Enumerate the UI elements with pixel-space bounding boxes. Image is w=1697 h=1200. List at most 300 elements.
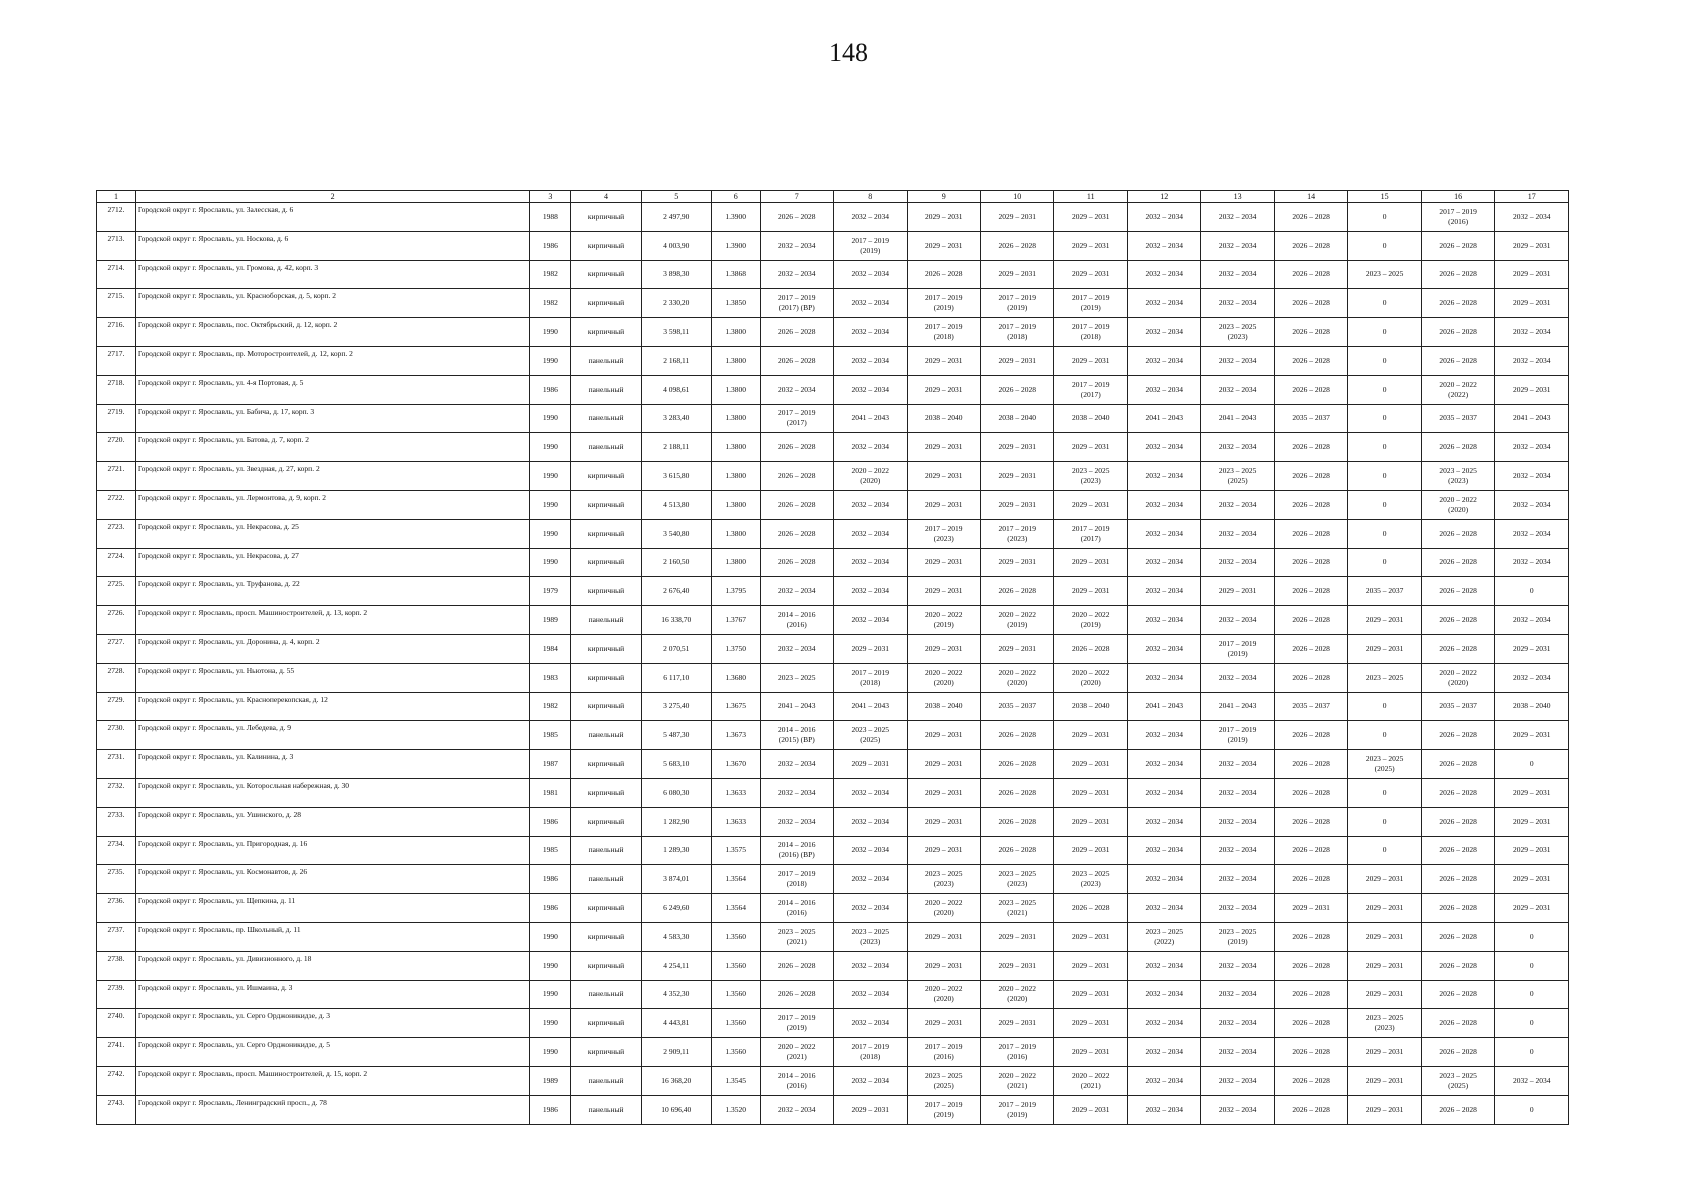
table-cell: кирпичный <box>571 318 641 347</box>
table-cell: 1.3670 <box>711 750 760 779</box>
table-cell: 2032 – 2034 <box>834 490 907 519</box>
table-cell: 2032 – 2034 <box>834 577 907 606</box>
table-cell: 2029 – 2031 <box>1054 807 1127 836</box>
table-row <box>97 836 1569 865</box>
table-cell: кирпичный <box>571 951 641 980</box>
table-cell: 2029 – 2031 <box>980 548 1053 577</box>
table-cell: 2020 – 2022 (2020) <box>1421 490 1494 519</box>
table-cell: 2029 – 2031 <box>1201 577 1274 606</box>
table-cell: панельный <box>571 865 641 894</box>
table-cell: 2029 – 2031 <box>1054 951 1127 980</box>
table-cell: 2032 – 2034 <box>1495 606 1569 635</box>
table-cell: 2026 – 2028 <box>1421 346 1494 375</box>
table-cell: 2017 – 2019 (2017) <box>1054 519 1127 548</box>
table-cell: 2017 – 2019 (2018) <box>834 1038 907 1067</box>
table-cell: 2029 – 2031 <box>907 548 980 577</box>
table-cell: 2029 – 2031 <box>907 750 980 779</box>
table-cell: 2712. <box>97 203 136 232</box>
table-cell: Городской округ г. Ярославль, ул. Громова, д. 42, корп. 3 <box>135 260 529 289</box>
table-cell: 2023 – 2025 (2023) <box>834 922 907 951</box>
table-cell: 2722. <box>97 490 136 519</box>
table-cell: 2029 – 2031 <box>907 433 980 462</box>
table-cell: 2026 – 2028 <box>1274 462 1347 491</box>
table-cell: 6 249,60 <box>641 894 711 923</box>
table-cell: 2032 – 2034 <box>1495 548 1569 577</box>
table-cell: 1.3800 <box>711 519 760 548</box>
table-cell: 2023 – 2025 (2023) <box>1421 462 1494 491</box>
table-cell: 2032 – 2034 <box>760 375 833 404</box>
table-cell: 2032 – 2034 <box>1127 865 1200 894</box>
table-cell: 2032 – 2034 <box>1127 778 1200 807</box>
table-cell: 1.3575 <box>711 836 760 865</box>
table-cell: 2017 – 2019 (2019) <box>1201 634 1274 663</box>
table-cell: 2032 – 2034 <box>1127 203 1200 232</box>
table-cell: 2026 – 2028 <box>1274 260 1347 289</box>
table-cell: 1.3800 <box>711 318 760 347</box>
table-cell: Городской округ г. Ярославль, пос. Октябрьский, д. 12, корп. 2 <box>135 318 529 347</box>
table-cell: 2035 – 2037 <box>1274 404 1347 433</box>
table-cell: 2742. <box>97 1066 136 1095</box>
table-cell: 2026 – 2028 <box>760 462 833 491</box>
table-cell: 2029 – 2031 <box>1348 951 1421 980</box>
table-cell: 2727. <box>97 634 136 663</box>
table-cell: 0 <box>1348 462 1421 491</box>
column-header-5: 5 <box>641 191 711 203</box>
table-cell: 2026 – 2028 <box>760 318 833 347</box>
table-cell: 1990 <box>530 519 571 548</box>
table-row <box>97 807 1569 836</box>
table-cell: 0 <box>1348 778 1421 807</box>
table-cell: 2026 – 2028 <box>1421 260 1494 289</box>
table-cell: 2029 – 2031 <box>1495 721 1569 750</box>
table-cell: 3 615,80 <box>641 462 711 491</box>
table-row <box>97 404 1569 433</box>
table-cell: 2026 – 2028 <box>1421 1038 1494 1067</box>
table-cell: 2032 – 2034 <box>1127 577 1200 606</box>
table-cell: 1.3767 <box>711 606 760 635</box>
table-cell: 2026 – 2028 <box>1054 894 1127 923</box>
table-cell: 0 <box>1348 836 1421 865</box>
table-cell: 2029 – 2031 <box>1054 346 1127 375</box>
table-cell: 2026 – 2028 <box>1274 922 1347 951</box>
table-cell: 2026 – 2028 <box>760 951 833 980</box>
column-header-7: 7 <box>760 191 833 203</box>
table-cell: 2729. <box>97 692 136 721</box>
table-cell: 2032 – 2034 <box>1495 346 1569 375</box>
table-cell: 2032 – 2034 <box>834 289 907 318</box>
table-cell: 2029 – 2031 <box>980 346 1053 375</box>
table-cell: 2737. <box>97 922 136 951</box>
table-cell: 2029 – 2031 <box>1054 203 1127 232</box>
table-cell: 2032 – 2034 <box>1495 318 1569 347</box>
table-cell: Городской округ г. Ярославль, ул. Ушинского, д. 28 <box>135 807 529 836</box>
table-cell: 2029 – 2031 <box>1054 231 1127 260</box>
table-cell: Городской округ г. Ярославль, ул. Ньютона, д. 55 <box>135 663 529 692</box>
table-cell: 2026 – 2028 <box>1274 663 1347 692</box>
table-cell: 2032 – 2034 <box>1201 433 1274 462</box>
table-cell: 2041 – 2043 <box>834 404 907 433</box>
table-cell: 2026 – 2028 <box>1421 231 1494 260</box>
table-cell: 2029 – 2031 <box>907 203 980 232</box>
table-cell: 2026 – 2028 <box>1274 634 1347 663</box>
table-cell: 2026 – 2028 <box>1421 836 1494 865</box>
table-cell: 2026 – 2028 <box>980 577 1053 606</box>
table-cell: 2026 – 2028 <box>907 260 980 289</box>
table-cell: 2032 – 2034 <box>1127 318 1200 347</box>
table-cell: 2017 – 2019 (2016) <box>907 1038 980 1067</box>
table-cell: 2029 – 2031 <box>1054 836 1127 865</box>
table-cell: 2017 – 2019 (2019) <box>980 1095 1053 1124</box>
table-cell: Городской округ г. Ярославль, пр. Моторостроителей, д. 12, корп. 2 <box>135 346 529 375</box>
table-cell: 0 <box>1495 951 1569 980</box>
table-cell: кирпичный <box>571 548 641 577</box>
table-cell: 2032 – 2034 <box>834 375 907 404</box>
table-cell: 2026 – 2028 <box>1421 1009 1494 1038</box>
table-cell: 2026 – 2028 <box>1421 634 1494 663</box>
table-cell: 2023 – 2025 (2025) <box>1421 1066 1494 1095</box>
table-cell: 2731. <box>97 750 136 779</box>
table-cell: Городской округ г. Ярославль, пр. Школьный, д. 11 <box>135 922 529 951</box>
table-cell: 2026 – 2028 <box>1274 865 1347 894</box>
table-cell: 2735. <box>97 865 136 894</box>
column-header-16: 16 <box>1421 191 1494 203</box>
table-cell: 1.3675 <box>711 692 760 721</box>
table-cell: 2029 – 2031 <box>907 231 980 260</box>
table-cell: 2026 – 2028 <box>1421 606 1494 635</box>
table-cell: 2029 – 2031 <box>1348 606 1421 635</box>
table-cell: 1985 <box>530 836 571 865</box>
table-cell: 4 254,11 <box>641 951 711 980</box>
table-cell: 1990 <box>530 1038 571 1067</box>
table-cell: 2017 – 2019 (2017) <box>760 404 833 433</box>
table-cell: 1981 <box>530 778 571 807</box>
table-cell: 2026 – 2028 <box>1274 836 1347 865</box>
table-row <box>97 922 1569 951</box>
table-row <box>97 894 1569 923</box>
table-cell: 2741. <box>97 1038 136 1067</box>
table-cell: 2026 – 2028 <box>1274 375 1347 404</box>
table-cell: 2032 – 2034 <box>1201 951 1274 980</box>
table-cell: 2029 – 2031 <box>834 634 907 663</box>
table-cell: 2736. <box>97 894 136 923</box>
table-cell: 2017 – 2019 (2019) <box>1054 289 1127 318</box>
table-row <box>97 778 1569 807</box>
table-cell: 0 <box>1348 490 1421 519</box>
table-cell: 2017 – 2019 (2019) <box>834 231 907 260</box>
table-cell: Городской округ г. Ярославль, ул. Доронина, д. 4, корп. 2 <box>135 634 529 663</box>
table-cell: 2032 – 2034 <box>1127 1095 1200 1124</box>
table-cell: 2038 – 2040 <box>1054 404 1127 433</box>
table-cell: 2038 – 2040 <box>980 404 1053 433</box>
table-cell: 1986 <box>530 894 571 923</box>
table-cell: 2026 – 2028 <box>1421 951 1494 980</box>
table-cell: 2032 – 2034 <box>1495 519 1569 548</box>
table-cell: 2026 – 2028 <box>760 519 833 548</box>
table-header <box>97 191 1569 203</box>
table-cell: 2032 – 2034 <box>1127 462 1200 491</box>
table-row <box>97 375 1569 404</box>
table-cell: 2026 – 2028 <box>760 433 833 462</box>
table-cell: 2728. <box>97 663 136 692</box>
table-cell: 1.3868 <box>711 260 760 289</box>
table-cell: 2032 – 2034 <box>1127 663 1200 692</box>
table-row <box>97 1038 1569 1067</box>
table-cell: 2716. <box>97 318 136 347</box>
table-cell: 1.3800 <box>711 490 760 519</box>
column-header-4: 4 <box>571 191 641 203</box>
table-cell: 2032 – 2034 <box>1127 375 1200 404</box>
table-cell: 2029 – 2031 <box>980 634 1053 663</box>
table-cell: 3 540,80 <box>641 519 711 548</box>
table-cell: 2020 – 2022 (2020) <box>980 980 1053 1009</box>
table-cell: 2032 – 2034 <box>1201 1095 1274 1124</box>
table-cell: 2733. <box>97 807 136 836</box>
table-cell: 2023 – 2025 (2021) <box>980 894 1053 923</box>
table-cell: 1990 <box>530 980 571 1009</box>
header-row <box>97 191 1569 203</box>
table-cell: 0 <box>1495 1009 1569 1038</box>
table-cell: кирпичный <box>571 490 641 519</box>
table-cell: 2032 – 2034 <box>1127 1066 1200 1095</box>
table-row <box>97 1009 1569 1038</box>
table-cell: 1.3800 <box>711 375 760 404</box>
column-header-10: 10 <box>980 191 1053 203</box>
table-cell: 1.3545 <box>711 1066 760 1095</box>
table-cell: 0 <box>1348 807 1421 836</box>
table-cell: 2029 – 2031 <box>834 1095 907 1124</box>
column-header-11: 11 <box>1054 191 1127 203</box>
table-cell: панельный <box>571 375 641 404</box>
table-cell: 2032 – 2034 <box>760 750 833 779</box>
table-cell: 2026 – 2028 <box>1274 577 1347 606</box>
table-cell: 2029 – 2031 <box>980 1009 1053 1038</box>
table-cell: 2026 – 2028 <box>1274 548 1347 577</box>
table-cell: 2032 – 2034 <box>834 894 907 923</box>
table-cell: Городской округ г. Ярославль, ул. Дивизионного, д. 18 <box>135 951 529 980</box>
table-cell: 2026 – 2028 <box>760 346 833 375</box>
table-row <box>97 865 1569 894</box>
table-cell: 0 <box>1348 721 1421 750</box>
table-cell: 2029 – 2031 <box>1348 1066 1421 1095</box>
table-cell: 2026 – 2028 <box>1274 1066 1347 1095</box>
table-cell: 2026 – 2028 <box>1274 778 1347 807</box>
table-row <box>97 433 1569 462</box>
table-cell: 2714. <box>97 260 136 289</box>
table-cell: 1986 <box>530 1095 571 1124</box>
table-cell: Городской округ г. Ярославль, ул. Калинина, д. 3 <box>135 750 529 779</box>
table-cell: 2023 – 2025 (2025) <box>1201 462 1274 491</box>
table-cell: 1.3800 <box>711 462 760 491</box>
table-cell: 3 283,40 <box>641 404 711 433</box>
table-cell: 2032 – 2034 <box>1127 951 1200 980</box>
table-cell: 2026 – 2028 <box>1421 894 1494 923</box>
table-cell: 0 <box>1495 922 1569 951</box>
table-cell: 2020 – 2022 (2021) <box>760 1038 833 1067</box>
table-cell: 2739. <box>97 980 136 1009</box>
table-cell: 2032 – 2034 <box>760 231 833 260</box>
table-cell: 2017 – 2019 (2018) <box>834 663 907 692</box>
table-cell: 2035 – 2037 <box>1274 692 1347 721</box>
table-cell: 2026 – 2028 <box>1421 577 1494 606</box>
table-cell: 1990 <box>530 951 571 980</box>
table-cell: 2029 – 2031 <box>907 721 980 750</box>
table-cell: 2014 – 2016 (2016) (ВР) <box>760 836 833 865</box>
table-cell: 2032 – 2034 <box>1127 433 1200 462</box>
table-cell: 1990 <box>530 548 571 577</box>
table-cell: 2023 – 2025 (2023) <box>1054 865 1127 894</box>
table-cell: 2032 – 2034 <box>1201 836 1274 865</box>
table-cell: 2017 – 2019 (2016) <box>1421 203 1494 232</box>
table-cell: 2029 – 2031 <box>907 634 980 663</box>
table-cell: 2029 – 2031 <box>1054 980 1127 1009</box>
table-cell: 1.3564 <box>711 894 760 923</box>
table-cell: Городской округ г. Ярославль, ул. Красноборская, д. 5, корп. 2 <box>135 289 529 318</box>
table-cell: панельный <box>571 721 641 750</box>
table-cell: 2 497,90 <box>641 203 711 232</box>
table-cell: 2032 – 2034 <box>1201 203 1274 232</box>
table-cell: 3 598,11 <box>641 318 711 347</box>
table-cell: 2032 – 2034 <box>1201 346 1274 375</box>
table-cell: панельный <box>571 404 641 433</box>
table-cell: 2026 – 2028 <box>760 980 833 1009</box>
table-cell: 2029 – 2031 <box>980 490 1053 519</box>
table-cell: 2032 – 2034 <box>1127 548 1200 577</box>
table-cell: 2023 – 2025 (2023) <box>980 865 1053 894</box>
table-row <box>97 260 1569 289</box>
table-cell: 2017 – 2019 (2023) <box>907 519 980 548</box>
table-cell: 2730. <box>97 721 136 750</box>
table-cell: Городской округ г. Ярославль, ул. Залесская, д. 6 <box>135 203 529 232</box>
table-body <box>97 203 1569 1125</box>
table-cell: 1990 <box>530 433 571 462</box>
table-cell: 2032 – 2034 <box>1201 663 1274 692</box>
table-cell: 2 676,40 <box>641 577 711 606</box>
table-cell: 2032 – 2034 <box>834 203 907 232</box>
table-cell: 2023 – 2025 (2022) <box>1127 922 1200 951</box>
table-cell: 2029 – 2031 <box>1054 260 1127 289</box>
table-cell: 2029 – 2031 <box>980 951 1053 980</box>
table-cell: 2725. <box>97 577 136 606</box>
table-row <box>97 203 1569 232</box>
table-cell: 0 <box>1495 1038 1569 1067</box>
table-cell: 6 080,30 <box>641 778 711 807</box>
table-cell: 2029 – 2031 <box>980 260 1053 289</box>
table-row <box>97 721 1569 750</box>
table-cell: 2023 – 2025 (2023) <box>907 865 980 894</box>
repair-schedule-table <box>96 190 1569 1125</box>
table-cell: 2032 – 2034 <box>1495 1066 1569 1095</box>
table-cell: 1990 <box>530 404 571 433</box>
table-cell: 1.3520 <box>711 1095 760 1124</box>
table-cell: 2 168,11 <box>641 346 711 375</box>
table-row <box>97 289 1569 318</box>
table-cell: 2032 – 2034 <box>760 260 833 289</box>
table-cell: 2026 – 2028 <box>1421 1095 1494 1124</box>
table-cell: 2026 – 2028 <box>980 778 1053 807</box>
table-cell: 2029 – 2031 <box>1054 1095 1127 1124</box>
table-cell: 2014 – 2016 (2016) <box>760 894 833 923</box>
table-cell: Городской округ г. Ярославль, ул. Щепкина, д. 11 <box>135 894 529 923</box>
table-cell: 2026 – 2028 <box>980 807 1053 836</box>
table-cell: 2026 – 2028 <box>1274 289 1347 318</box>
table-cell: 2032 – 2034 <box>834 548 907 577</box>
table-cell: Городской округ г. Ярославль, просп. Машиностроителей, д. 15, корп. 2 <box>135 1066 529 1095</box>
table-cell: 2026 – 2028 <box>1274 721 1347 750</box>
table-cell: 2026 – 2028 <box>1274 231 1347 260</box>
table-cell: 2041 – 2043 <box>1127 404 1200 433</box>
table-cell: 2032 – 2034 <box>1495 490 1569 519</box>
table-row <box>97 490 1569 519</box>
table-cell: 2023 – 2025 (2025) <box>907 1066 980 1095</box>
table-cell: Городской округ г. Ярославль, ул. Труфанова, д. 22 <box>135 577 529 606</box>
table-cell: 2032 – 2034 <box>834 980 907 1009</box>
table-cell: кирпичный <box>571 807 641 836</box>
table-cell: панельный <box>571 1066 641 1095</box>
table-cell: 2026 – 2028 <box>980 231 1053 260</box>
table-cell: 2032 – 2034 <box>1495 663 1569 692</box>
table-cell: Городской округ г. Ярославль, ул. Бабича, д. 17, корп. 3 <box>135 404 529 433</box>
table-cell: 1.3900 <box>711 203 760 232</box>
table-cell: 2029 – 2031 <box>1054 721 1127 750</box>
column-header-1: 1 <box>97 191 136 203</box>
table-cell: 2032 – 2034 <box>1127 260 1200 289</box>
table-cell: 2026 – 2028 <box>1274 346 1347 375</box>
table-cell: 1986 <box>530 375 571 404</box>
column-header-2: 2 <box>135 191 529 203</box>
table-cell: 2026 – 2028 <box>1274 519 1347 548</box>
table-cell: 2032 – 2034 <box>834 260 907 289</box>
table-cell: 2032 – 2034 <box>1127 606 1200 635</box>
table-cell: 4 003,90 <box>641 231 711 260</box>
column-header-13: 13 <box>1201 191 1274 203</box>
table-cell: 2029 – 2031 <box>1054 1038 1127 1067</box>
table-cell: 2032 – 2034 <box>1201 865 1274 894</box>
table-cell: Городской округ г. Ярославль, ул. 4-я Портовая, д. 5 <box>135 375 529 404</box>
table-cell: 1990 <box>530 922 571 951</box>
table-cell: 4 352,30 <box>641 980 711 1009</box>
table-cell: 2023 – 2025 <box>1348 663 1421 692</box>
table-cell: 2 160,50 <box>641 548 711 577</box>
table-cell: 2029 – 2031 <box>1495 836 1569 865</box>
table-row <box>97 951 1569 980</box>
table-cell: кирпичный <box>571 894 641 923</box>
table-cell: кирпичный <box>571 289 641 318</box>
table-cell: 4 513,80 <box>641 490 711 519</box>
table-cell: 2715. <box>97 289 136 318</box>
table-cell: 2032 – 2034 <box>1201 750 1274 779</box>
table-cell: 0 <box>1495 980 1569 1009</box>
table-cell: 2029 – 2031 <box>907 922 980 951</box>
table-cell: Городской округ г. Ярославль, ул. Ишмаина, д. 3 <box>135 980 529 1009</box>
table-row <box>97 1095 1569 1124</box>
table-cell: 1979 <box>530 577 571 606</box>
table-cell: 2032 – 2034 <box>834 318 907 347</box>
table-cell: 2732. <box>97 778 136 807</box>
table-cell: 1.3564 <box>711 865 760 894</box>
column-header-6: 6 <box>711 191 760 203</box>
table-container <box>96 190 1569 1125</box>
table-cell: 2035 – 2037 <box>1421 404 1494 433</box>
table-cell: 0 <box>1348 519 1421 548</box>
table-cell: 2026 – 2028 <box>980 375 1053 404</box>
table-cell: 2026 – 2028 <box>1421 519 1494 548</box>
table-cell: 2029 – 2031 <box>1274 894 1347 923</box>
table-cell: 2032 – 2034 <box>834 346 907 375</box>
table-cell: 2026 – 2028 <box>980 750 1053 779</box>
table-cell: 2032 – 2034 <box>834 836 907 865</box>
table-cell: 2029 – 2031 <box>980 462 1053 491</box>
table-cell: 2026 – 2028 <box>1421 865 1494 894</box>
